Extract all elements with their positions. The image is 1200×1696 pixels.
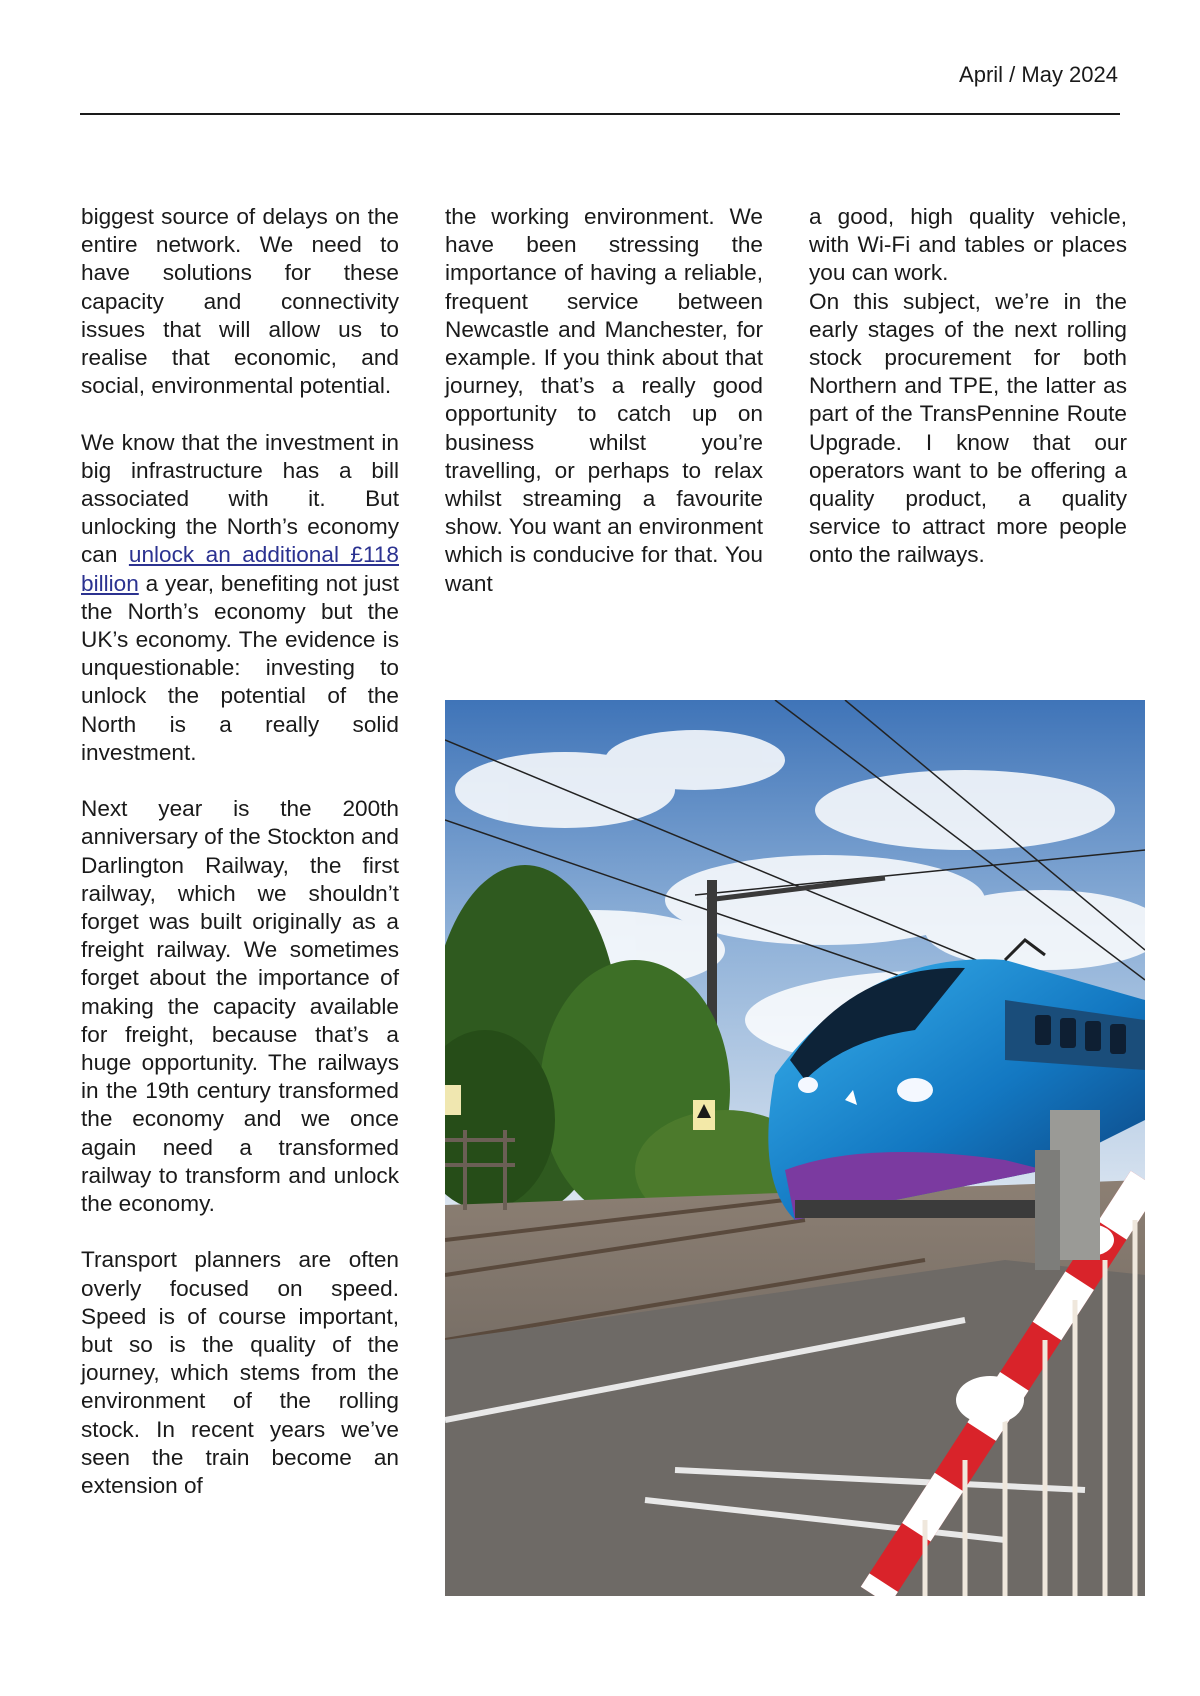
- issue-date: April / May 2024: [959, 62, 1118, 87]
- article-paragraph: On this subject, we’re in the early stages of the next rolling stock procurement for both Northern and TPE, the latter as part of the TransPennine Route Upgrade. I know that our operators want to be offering a quality product, a quality service to attract more people onto the railways.: [809, 288, 1127, 568]
- article-paragraph: Transport planners are often overly focused on speed. Speed is of course important, but so is the quality of the journey, which stems from the environment of the rolling stock. In recent years we’ve seen the train become an extension of: [81, 1247, 399, 1499]
- train-photo: [445, 700, 1145, 1596]
- article-paragraph: biggest source of delays on the entire network. We need to have solutions for these capacity and connectivity issues that will allow us to realise that economic, and social, environmental potential.: [81, 204, 399, 399]
- article-paragraph: the working environment. We have been stressing the importance of having a reliable, frequent service between Newcastle and Manchester, for example. If you think about that journey, that’s a really good opportunity to catch up on business whilst you’re travelling, or perhaps to relax whilst streaming a favourite show. You want an environment which is conducive for that. You want: [445, 204, 763, 596]
- paragraph-text: a year, benefiting not just the North’s economy but the UK’s economy. The evidence is unquestionable: investing to unlock the potential of the North is a really solid investment.: [81, 570, 399, 765]
- article-paragraph: a good, high quality vehicle, with Wi-Fi and tables or places you can work.: [809, 204, 1127, 286]
- article-paragraph: [81, 429, 399, 767]
- article-paragraph: Next year is the 200th anniversary of the Stockton and Darlington Railway, the first railway, which we shouldn’t forget was built originally as a freight railway. We sometimes forget about the importance of making the capacity available for freight, because that’s a huge opportunity. The railways in the 19th century transformed the economy and we once again need a transformed railway to transform and unlock the economy.: [81, 796, 399, 1217]
- article-column-3: [809, 203, 1127, 598]
- article-column-1: [81, 203, 399, 1528]
- paragraph-text: We know that the investment in big infrastructure has a bill associated with it. But unlocking the North’s economy can: [81, 429, 399, 568]
- investment-figure-link[interactable]: unlock an additional £118 billion: [81, 542, 399, 596]
- article-column-2: [445, 203, 763, 626]
- header-divider: [80, 113, 1120, 115]
